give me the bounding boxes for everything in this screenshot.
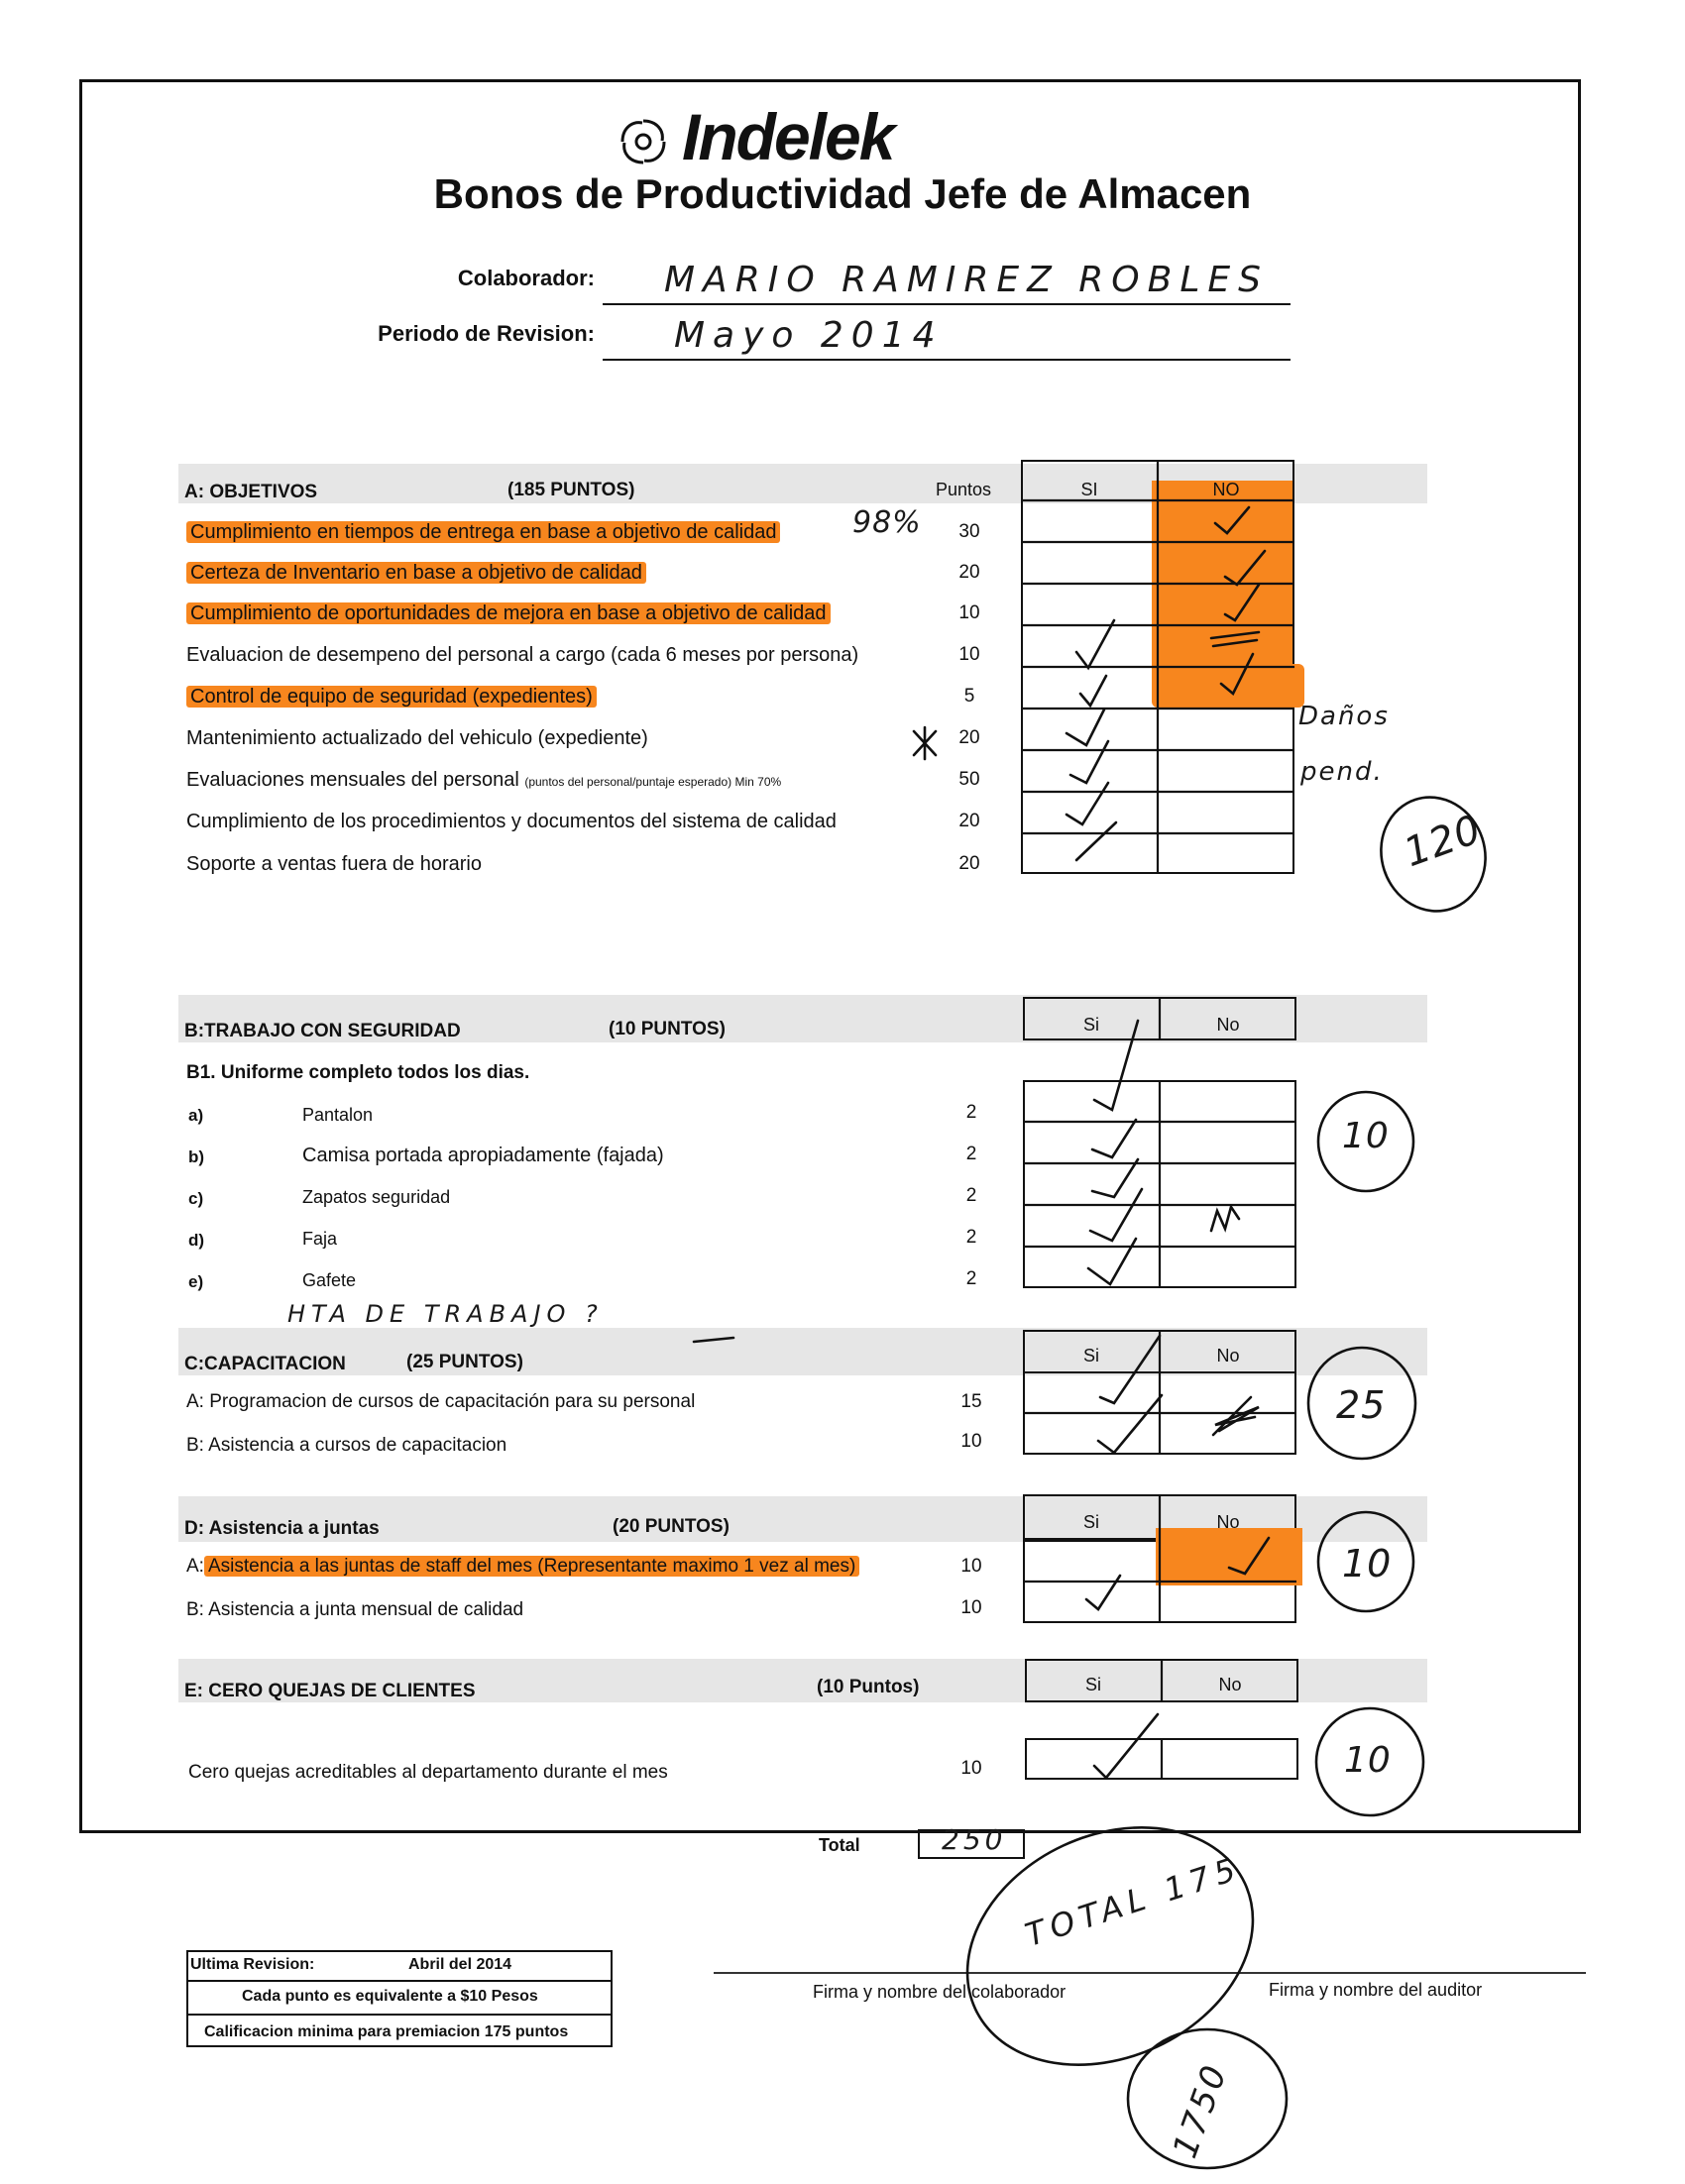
section-a-row: Cumplimiento de los procedimientos y documentos del sistema de calidad: [186, 811, 837, 832]
row-points: 2: [965, 1144, 977, 1164]
section-d-score: 10: [1342, 1542, 1393, 1585]
check-mark: [1076, 822, 1116, 860]
check-mark: [1098, 1395, 1162, 1453]
row-points: 10: [960, 1597, 982, 1618]
check-mark: [1092, 1159, 1138, 1197]
check-mark: [1215, 507, 1249, 533]
row-letter: b): [188, 1147, 205, 1166]
row-points: 2: [965, 1227, 977, 1248]
section-a-title: A: OBJETIVOS: [184, 482, 318, 502]
section-c-row: A: Programacion de cursos de capacitación para su personal: [186, 1391, 696, 1412]
row-highlight: Cumplimiento en tiempos de entrega en base a objetivo de calidad: [186, 521, 780, 543]
total-circle: [1128, 2029, 1287, 2168]
section-e-si-header: Si: [1084, 1675, 1101, 1694]
row-points: 2: [965, 1102, 977, 1123]
row-highlight: Cumplimiento de oportunidades de mejora en base a objetivo de calidad: [186, 602, 831, 624]
section-b-title: B:TRABAJO CON SEGURIDAD: [184, 1021, 461, 1041]
section-c-si-header: Si: [1082, 1346, 1099, 1365]
section-b-subtitle: B1. Uniforme completo todos los dias.: [186, 1062, 530, 1083]
score-circle: [1318, 1092, 1413, 1191]
check-mark: [1092, 1120, 1136, 1157]
revision-value: Abril del 2014: [408, 1956, 512, 1973]
row-points: 15: [960, 1391, 982, 1412]
colaborador-value[interactable]: MARIO RAMIREZ ROBLES: [664, 260, 1269, 300]
score-circle: [1367, 784, 1501, 925]
min-score-text: Calificacion minima para premiacion 175 puntos: [204, 2023, 569, 2040]
row-prefix: A:: [186, 1556, 204, 1577]
row-points: 10: [958, 602, 980, 623]
section-a-points: (185 PUNTOS): [507, 480, 635, 500]
row-points: 20: [958, 811, 980, 831]
asterisk-mark: [914, 727, 936, 759]
section-c-score: 25: [1336, 1383, 1387, 1427]
check-mark: [1225, 551, 1265, 585]
score-circle: [1318, 1512, 1413, 1611]
row-highlight: Asistencia a las juntas de staff del mes (Representante maximo 1 vez al mes): [204, 1556, 859, 1577]
check-mark: [1067, 710, 1104, 745]
section-d-si-header: Si: [1082, 1512, 1099, 1532]
row-highlight: Control de equipo de seguridad (expedientes): [186, 686, 597, 708]
dash-mark: [694, 1338, 733, 1342]
section-c-row: B: Asistencia a cursos de capacitacion: [186, 1435, 507, 1456]
total-circle: [929, 1783, 1292, 2110]
note-pend: pend.: [1300, 757, 1384, 787]
section-e-points: (10 Puntos): [817, 1677, 920, 1697]
row-points: 2: [965, 1268, 977, 1289]
section-b-row: Faja: [302, 1229, 338, 1249]
total-label: Total: [819, 1835, 860, 1855]
row-letter: c): [188, 1189, 204, 1208]
section-b-score: 10: [1342, 1116, 1390, 1156]
check-mark: [1067, 783, 1108, 824]
company-logo: Indelek: [682, 100, 894, 173]
points-column-header: Puntos: [936, 480, 992, 499]
handwritten-total: TOTAL 175: [1020, 1848, 1246, 1955]
check-mark: [1070, 741, 1108, 783]
row-points: 2: [965, 1185, 977, 1206]
row-label: Evaluaciones mensuales del personal: [186, 769, 519, 791]
row-note: (puntos del personal/puntaje esperado) Min 70%: [524, 775, 782, 789]
note-danos: Daños: [1298, 702, 1390, 731]
periodo-label: Periodo de Revision:: [378, 321, 595, 346]
scribble-mark: [1211, 632, 1259, 646]
row-highlight: Certeza de Inventario en base a objetivo de calidad: [186, 562, 646, 584]
check-mark: [1080, 676, 1106, 706]
section-b-row: Camisa portada apropiadamente (fajada): [302, 1145, 664, 1166]
section-d-row-b: B: Asistencia a junta mensual de calidad: [186, 1599, 524, 1620]
row-letter: a): [188, 1106, 204, 1125]
section-e-row: Cero quejas acreditables al departamento durante el mes: [188, 1762, 668, 1783]
row-points: 50: [958, 769, 980, 790]
row-points: 10: [960, 1758, 982, 1779]
score-circle: [1316, 1708, 1423, 1815]
check-mark: [1221, 654, 1253, 694]
periodo-value[interactable]: Mayo 2014: [674, 315, 944, 356]
row-points: 10: [958, 644, 980, 665]
row-letter: d): [188, 1231, 205, 1250]
row-points: 10: [960, 1556, 982, 1577]
section-a-row: Evaluacion de desempeno del personal a cargo (cada 6 meses por persona): [186, 644, 859, 666]
row-points: 20: [958, 727, 980, 748]
point-value-text: Cada punto es equivalente a $10 Pesos: [242, 1988, 538, 2005]
section-e-no-header: No: [1218, 1675, 1242, 1694]
section-c-points: (25 PUNTOS): [406, 1352, 523, 1372]
section-b-row: Pantalon: [302, 1105, 374, 1125]
total-value[interactable]: 250: [942, 1823, 1007, 1856]
row-points: 30: [958, 521, 980, 542]
row-points: 10: [960, 1431, 982, 1452]
section-b-points: (10 PUNTOS): [609, 1019, 726, 1039]
scribble-mark: [1213, 1397, 1259, 1435]
section-d-no-header: No: [1216, 1512, 1240, 1532]
colaborador-label: Colaborador:: [457, 266, 595, 290]
handwritten-1750: 1750: [1165, 2057, 1236, 2164]
section-a-si-header: SI: [1080, 480, 1098, 499]
section-a-row: Mantenimiento actualizado del vehiculo (expediente): [186, 727, 648, 749]
section-d-title: D: Asistencia a juntas: [184, 1518, 380, 1539]
check-mark: [1090, 1189, 1142, 1241]
revision-label: Ultima Revision:: [190, 1956, 315, 1973]
section-b-row: Gafete: [302, 1270, 357, 1290]
scribble-mark: [1211, 1207, 1239, 1231]
section-e-title: E: CERO QUEJAS DE CLIENTES: [184, 1681, 476, 1701]
check-mark: [1094, 1021, 1138, 1110]
section-b-no-header: No: [1216, 1015, 1240, 1035]
section-b-si-header: Si: [1082, 1015, 1099, 1035]
check-mark: [1225, 585, 1259, 620]
score-circle: [1308, 1348, 1415, 1459]
check-mark: [1076, 620, 1114, 668]
section-c-no-header: No: [1216, 1346, 1240, 1365]
note-98: 98%: [852, 505, 922, 540]
section-a-row: Soporte a ventas fuera de horario: [186, 853, 482, 875]
section-b-row: Zapatos seguridad: [302, 1187, 451, 1207]
section-a-no-header: NO: [1212, 480, 1240, 499]
section-c-title: C:CAPACITACION: [184, 1354, 346, 1374]
section-a-score: 120: [1398, 806, 1488, 877]
page-title: Bonos de Productividad Jefe de Almacen: [433, 170, 1252, 217]
sign-auditor-label: Firma y nombre del auditor: [1269, 1980, 1483, 2000]
row-points: 5: [963, 686, 975, 707]
row-points: 20: [958, 562, 980, 583]
sign-colaborador-label: Firma y nombre del colaborador: [813, 1982, 1067, 2002]
check-mark: [1094, 1714, 1158, 1778]
section-b-note: HTA DE TRABAJO ?: [287, 1300, 604, 1328]
row-points: 20: [958, 853, 980, 874]
check-mark: [1100, 1336, 1160, 1403]
section-e-score: 10: [1344, 1740, 1392, 1781]
row-letter: e): [188, 1272, 204, 1291]
check-mark: [1229, 1538, 1269, 1574]
section-d-points: (20 PUNTOS): [613, 1516, 730, 1537]
